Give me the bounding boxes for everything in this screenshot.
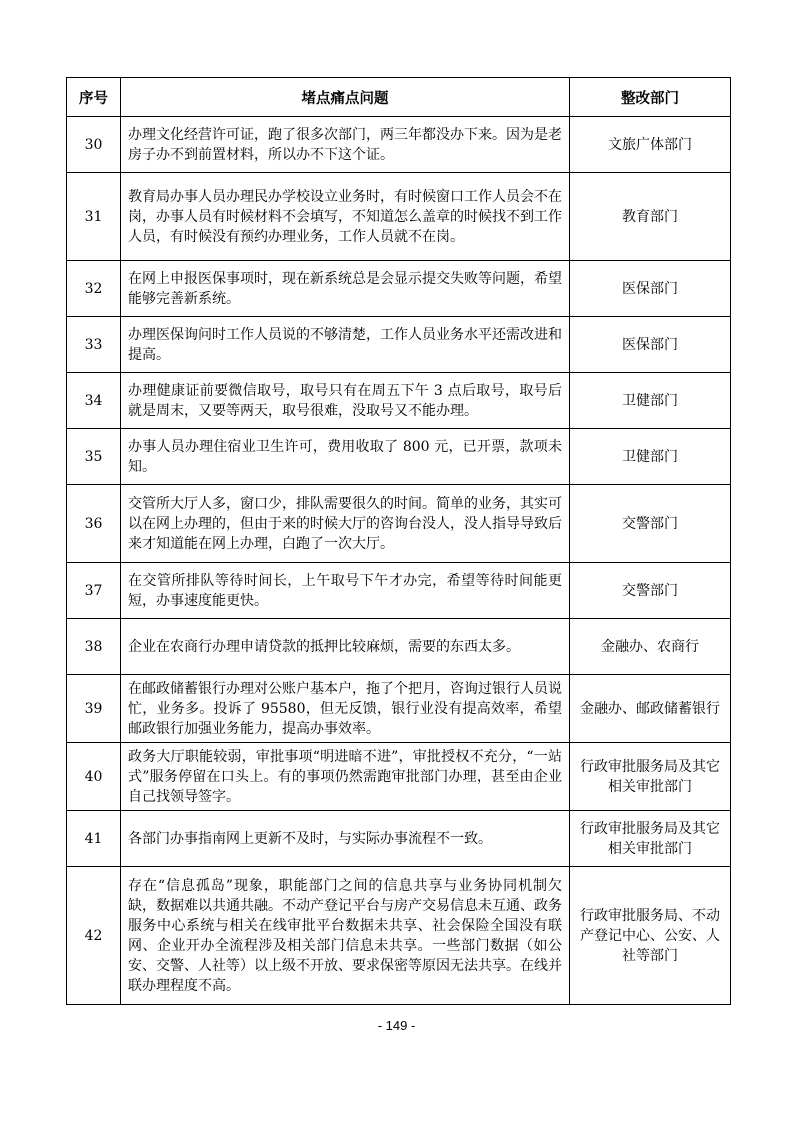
row-department: 医保部门 xyxy=(570,317,731,373)
table-row xyxy=(67,675,731,743)
table-row xyxy=(67,485,731,563)
row-issue: 在交管所排队等待时间长，上午取号下午才办完，希望等待时间能更短，办事速度能更快。 xyxy=(121,563,570,619)
row-department: 教育部门 xyxy=(570,173,731,261)
table-row xyxy=(67,619,731,675)
row-number: 31 xyxy=(67,173,121,261)
table-row xyxy=(67,429,731,485)
table-row xyxy=(67,811,731,867)
row-number: 36 xyxy=(67,485,121,563)
row-number: 35 xyxy=(67,429,121,485)
row-issue: 政务大厅职能较弱，审批事项“明进暗不进”，审批授权不充分，“一站式”服务停留在口头上。有的事项仍然需跑审批部门办理，甚至由企业自己找领导签字。 xyxy=(121,743,570,811)
row-department: 卫健部门 xyxy=(570,429,731,485)
row-issue: 交管所大厅人多，窗口少，排队需要很久的时间。简单的业务，其实可以在网上办理的，但由于来的时候大厅的咨询台没人，没人指导导致后来才知道能在网上办理，白跑了一次大厅。 xyxy=(121,485,570,563)
row-issue: 办理健康证前要微信取号，取号只有在周五下午 3 点后取号，取号后就是周末，又要等两天，取号很难，没取号又不能办理。 xyxy=(121,373,570,429)
row-number: 42 xyxy=(67,867,121,1005)
row-department: 医保部门 xyxy=(570,261,731,317)
row-department: 行政审批服务局及其它相关审批部门 xyxy=(570,811,731,867)
row-issue: 企业在农商行办理申请贷款的抵押比较麻烦，需要的东西太多。 xyxy=(121,619,570,675)
table-row xyxy=(67,261,731,317)
row-department: 金融办、农商行 xyxy=(570,619,731,675)
row-number: 33 xyxy=(67,317,121,373)
table-row xyxy=(67,867,731,1005)
row-issue: 教育局办事人员办理民办学校设立业务时，有时候窗口工作人员会不在岗，办事人员有时候材料不会填写，不知道怎么盖章的时候找不到工作人员，有时候没有预约办理业务，工作人员就不在岗。 xyxy=(121,173,570,261)
row-department: 交警部门 xyxy=(570,563,731,619)
row-number: 38 xyxy=(67,619,121,675)
row-department: 行政审批服务局及其它相关审批部门 xyxy=(570,743,731,811)
row-department: 交警部门 xyxy=(570,485,731,563)
row-issue: 各部门办事指南网上更新不及时，与实际办事流程不一致。 xyxy=(121,811,570,867)
row-issue: 办事人员办理住宿业卫生许可，费用收取了 800 元，已开票，款项未知。 xyxy=(121,429,570,485)
row-number: 34 xyxy=(67,373,121,429)
page-number: - 149 - xyxy=(377,1018,416,1033)
table-row xyxy=(67,373,731,429)
row-issue: 在网上申报医保事项时，现在新系统总是会显示提交失败等问题，希望能够完善新系统。 xyxy=(121,261,570,317)
header-issue: 堵点痛点问题 xyxy=(121,78,570,117)
row-department: 金融办、邮政储蓄银行 xyxy=(570,675,731,743)
row-issue: 存在“信息孤岛”现象，职能部门之间的信息共享与业务协同机制欠缺，数据难以共通共融。不动产登记平台与房产交易信息未互通、政务服务中心系统与相关在线审批平台数据未共享、社会保险全国没有联网、企业开办全流程涉及相关部门信息未共享。一些部门数据（如公安、交警、人社等）以上级不开放、要求保密等原因无法共享。在线并联办理程度不高。 xyxy=(121,867,570,1005)
table-row xyxy=(67,743,731,811)
row-number: 40 xyxy=(67,743,121,811)
table-row xyxy=(67,317,731,373)
header-department: 整改部门 xyxy=(570,78,731,117)
table-row xyxy=(67,173,731,261)
table-row xyxy=(67,117,731,173)
row-issue: 办理文化经营许可证，跑了很多次部门，两三年都没办下来。因为是老房子办不到前置材料，所以办不下这个证。 xyxy=(121,117,570,173)
table-header-row xyxy=(67,78,731,117)
issues-table-container xyxy=(66,77,731,1005)
row-number: 30 xyxy=(67,117,121,173)
header-no: 序号 xyxy=(67,78,121,117)
row-department: 行政审批服务局、不动产登记中心、公安、人社等部门 xyxy=(570,867,731,1005)
row-department: 卫健部门 xyxy=(570,373,731,429)
table-row xyxy=(67,563,731,619)
issues-table xyxy=(66,77,731,1005)
row-issue: 办理医保询问时工作人员说的不够清楚，工作人员业务水平还需改进和提高。 xyxy=(121,317,570,373)
row-number: 39 xyxy=(67,675,121,743)
row-number: 41 xyxy=(67,811,121,867)
row-issue: 在邮政储蓄银行办理对公账户基本户，拖了个把月，咨询过银行人员说忙，业务多。投诉了 95580，但无反馈，银行业没有提高效率，希望邮政银行加强业务能力，提高办事效率。 xyxy=(121,675,570,743)
row-department: 文旅广体部门 xyxy=(570,117,731,173)
row-number: 37 xyxy=(67,563,121,619)
row-number: 32 xyxy=(67,261,121,317)
